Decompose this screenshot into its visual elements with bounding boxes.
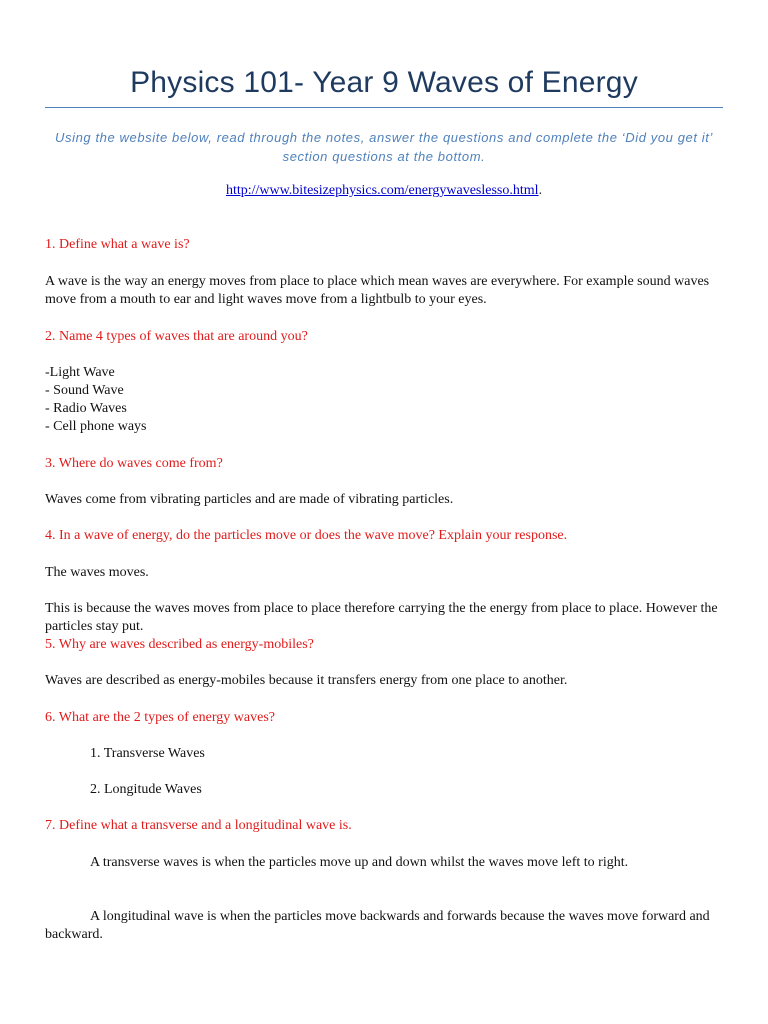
energy-wave-type-2: 2. Longitude Waves [90,782,202,797]
question-3: 3. Where do waves come from? [45,456,223,471]
website-link-suffix: . [538,183,543,198]
wave-types-list [45,364,725,436]
energy-wave-type-1: 1. Transverse Waves [90,746,205,761]
question-1: 1. Define what a wave is? [45,237,190,252]
question-2: 2. Name 4 types of waves that are around you? [45,329,308,344]
instructions-text: Using the website below, read through the notes, answer the questions and complete the ‘Did you get it’ section questions at the bottom. [55,130,713,164]
answer-1: A wave is the way an energy moves from place to place which mean waves are everywhere. For example sound waves move from a mouth to ear and light waves move from a lightbulb to your eyes. [45,274,710,307]
answer-7b: A longitudinal wave is when the particles move backwards and forwards because the waves move forward and backward. [45,909,710,942]
question-7: 7. Define what a transverse and a longitudinal wave is. [45,818,352,833]
website-link-line [45,183,723,199]
answer-5: Waves are described as energy-mobiles because it transfers energy from one place to another. [45,673,568,688]
list-item: - Sound Wave [45,383,124,398]
title-divider [45,107,723,108]
page-title: Physics 101- Year 9 Waves of Energy [130,66,638,99]
answer-3: Waves come from vibrating particles and are made of vibrating particles. [45,492,454,507]
website-link[interactable]: http://www.bitesizephysics.com/energywaveslesso.html [225,183,539,198]
question-6: 6. What are the 2 types of energy waves? [45,710,276,725]
list-item: -Light Wave [45,365,115,380]
list-item: - Radio Waves [45,401,127,416]
answer-7a: A transverse waves is when the particles move up and down whilst the waves move left to right. [90,855,629,870]
question-4: 4. In a wave of energy, do the particles move or does the wave move? Explain your response. [45,528,568,543]
list-item: - Cell phone ways [45,419,147,434]
answer-4a: The waves moves. [45,565,149,580]
answer-4b: This is because the waves moves from place to place therefore carrying the the energy from place to place. However the particles stay put. [45,601,718,634]
question-5: 5. Why are waves described as energy-mobiles? [45,637,314,652]
